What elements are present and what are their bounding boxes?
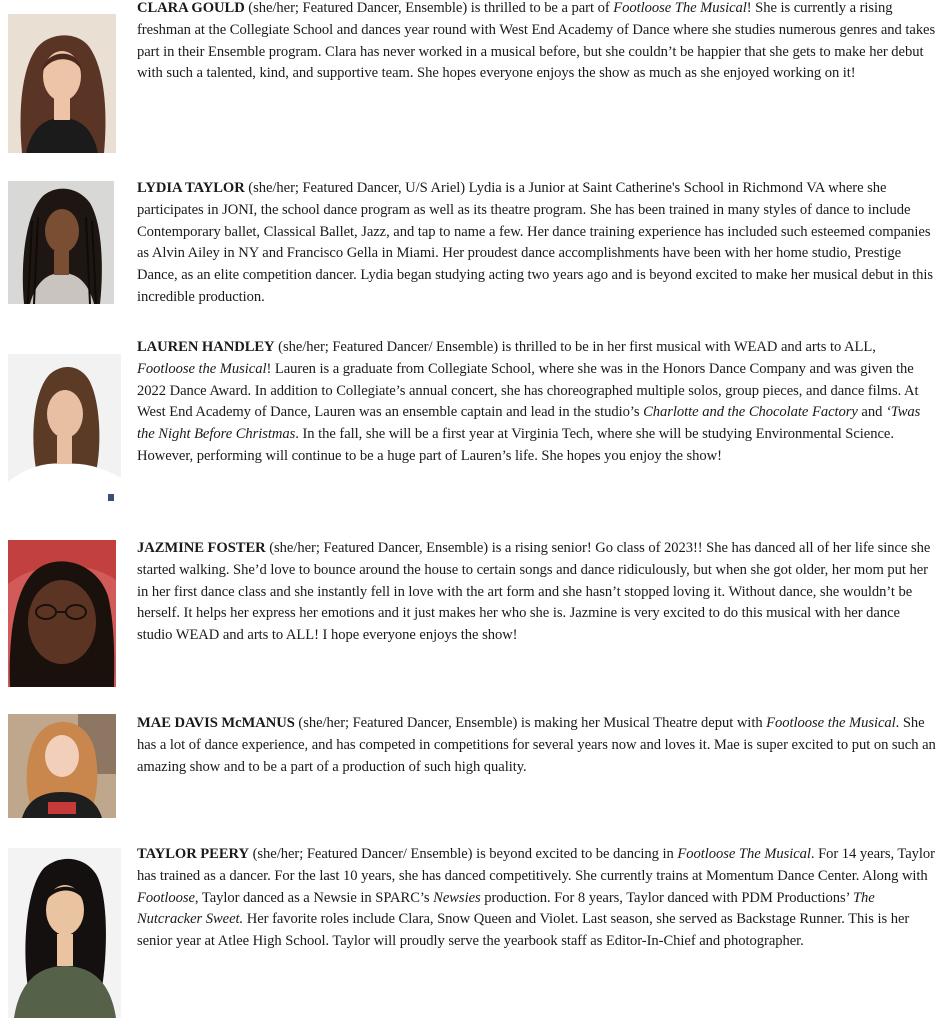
bio-segment: (she/her; Featured Dancer, Ensemble) is making her Musical Theatre deput with — [294, 715, 767, 731]
bio-segment: (she/her; Featured Dancer/ Ensemble) is beyond excited to be dancing in — [249, 846, 678, 862]
bio-body — [137, 0, 935, 81]
headshot-photo — [8, 14, 116, 153]
performer-name: LYDIA TAYLOR — [137, 180, 245, 196]
bio-segment: (she/her; Featured Dancer, U/S Ariel) Lydia is a Junior at Saint Catherine's School in Richmond VA where she participates in JONI, the school dance program as well as its theatre program. She has been trained in many styles of dance to include Contemporary ballet, Classical Ballet, Jazz, and tap to name a few. Her dance training experience has included such esteemed companies as Alvin Ailey in NY and Francisco Gella in Miami. Her proudest dance accomplishments have been with her home studio, Prestige Dance, as an elite competition dancer. Lydia began studying acting two years ago and is beyond excited to make her musical debut in this incredible production. — [137, 180, 934, 305]
headshot-photo — [8, 848, 121, 1018]
bio-body — [137, 339, 920, 464]
bio-segment: (she/her; Featured Dancer, Ensemble) is a rising senior! Go class of 2023!! She has danced all of her life since she started walking. She’d love to bounce around the house to certain songs and dance ridiculously, but when she got older, her mom put her in her first dance class and she instantly fell in love with the art form and she hasn’t stopped loving it. Without dance, she wouldn’t be herself. It helps her express her emotions and it just makes her who she is. Jazmine is very excited to do this musical with her dance studio WEAD and arts to ALL! I hope everyone enjoys the show! — [137, 540, 931, 644]
title-italic: Footloose the Musical — [137, 360, 267, 377]
bio-text — [137, 538, 937, 647]
title-italic: Newsies — [433, 889, 481, 906]
bio-text — [137, 337, 937, 468]
title-italic: Footloose The Musical — [613, 0, 747, 16]
bio-segment: and — [857, 404, 886, 421]
bio-body — [137, 846, 935, 949]
title-italic: Footloose the Musical — [766, 715, 896, 731]
bio-text — [137, 0, 937, 85]
headshot-photo — [8, 181, 114, 304]
bio-segment: (she/her; Featured Dancer/ Ensemble) is thrilled to be in her first musical with WEAD and arts to ALL, — [274, 339, 876, 355]
bio-text — [137, 713, 937, 778]
headshot-photo — [8, 540, 116, 687]
title-italic: Footloose — [137, 889, 195, 906]
bio-text — [137, 844, 937, 953]
performer-name: TAYLOR PEERY — [137, 846, 250, 862]
title-italic: Charlotte and the Chocolate Factory — [643, 404, 858, 421]
bio-segment: Her favorite roles include Clara, Snow Queen and Violet. Last season, she served as Backstage Runner. This is her senior year at Atlee High School. Taylor will proudly serve the yearbook staff as Editor-In-Chief and photographer. — [137, 911, 910, 950]
bio-segment: . For 14 years, Taylor has trained as a dancer. For the last 10 years, she has danced competitively. She currently trains at Momentum Dance Center. Along with — [137, 846, 935, 884]
bio-segment: . She has a lot of dance experience, and has competed in competitions for several years now and loves it. Mae is super excited to put on such an amazing show and to be a part of a production of such high quality. — [137, 715, 936, 775]
bio-segment: ! Lauren is a graduate from Collegiate School, where she was in the Honors Dance Company and was given the 2022 Dance Award. In addition to Collegiate’s annual concert, she has choreographed multiple solos, group pieces, and dance films. At West End Academy of Dance, Lauren was an ensemble captain and lead in the studio’s — [137, 360, 919, 421]
bio-body — [137, 180, 933, 305]
headshot-photo — [8, 714, 116, 818]
headshot-photo — [8, 354, 121, 511]
title-italic: ‘Twas the Night Before Christmas — [137, 404, 921, 443]
title-italic: The Nutcracker Sweet. — [137, 889, 875, 928]
bio-segment: ! She is currently a rising freshman at the Collegiate School and dances year round with West End Academy of Dance where she studies numerous genres and takes part in their Ensemble program. Clara has never worked in a musical before, but she couldn’t be happier that she gets to make her debut with such a talented, kind, and supportive team. She hopes everyone enjoys the show as much as she enjoyed working on it! — [137, 0, 936, 82]
performer-name: CLARA GOULD — [137, 0, 245, 16]
title-italic: Footloose The Musical — [677, 846, 811, 862]
performer-name: LAUREN HANDLEY — [137, 339, 275, 355]
bio-segment: , Taylor danced as a Newsie in SPARC’s — [194, 889, 434, 906]
performer-name: MAE DAVIS McMANUS — [137, 715, 295, 731]
performer-name: JAZMINE FOSTER — [137, 540, 266, 556]
bio-text — [137, 178, 937, 309]
bio-segment: (she/her; Featured Dancer, Ensemble) is thrilled to be a part of — [244, 0, 614, 16]
bio-segment: . In the fall, she will be a first year at Virginia Tech, where she will be studying Environmental Science. However, performing will continue to be a huge part of Lauren’s life. She hopes you enjoy the show! — [137, 426, 894, 464]
bio-segment: production. For 8 years, Taylor danced with PDM Productions’ — [480, 889, 853, 906]
